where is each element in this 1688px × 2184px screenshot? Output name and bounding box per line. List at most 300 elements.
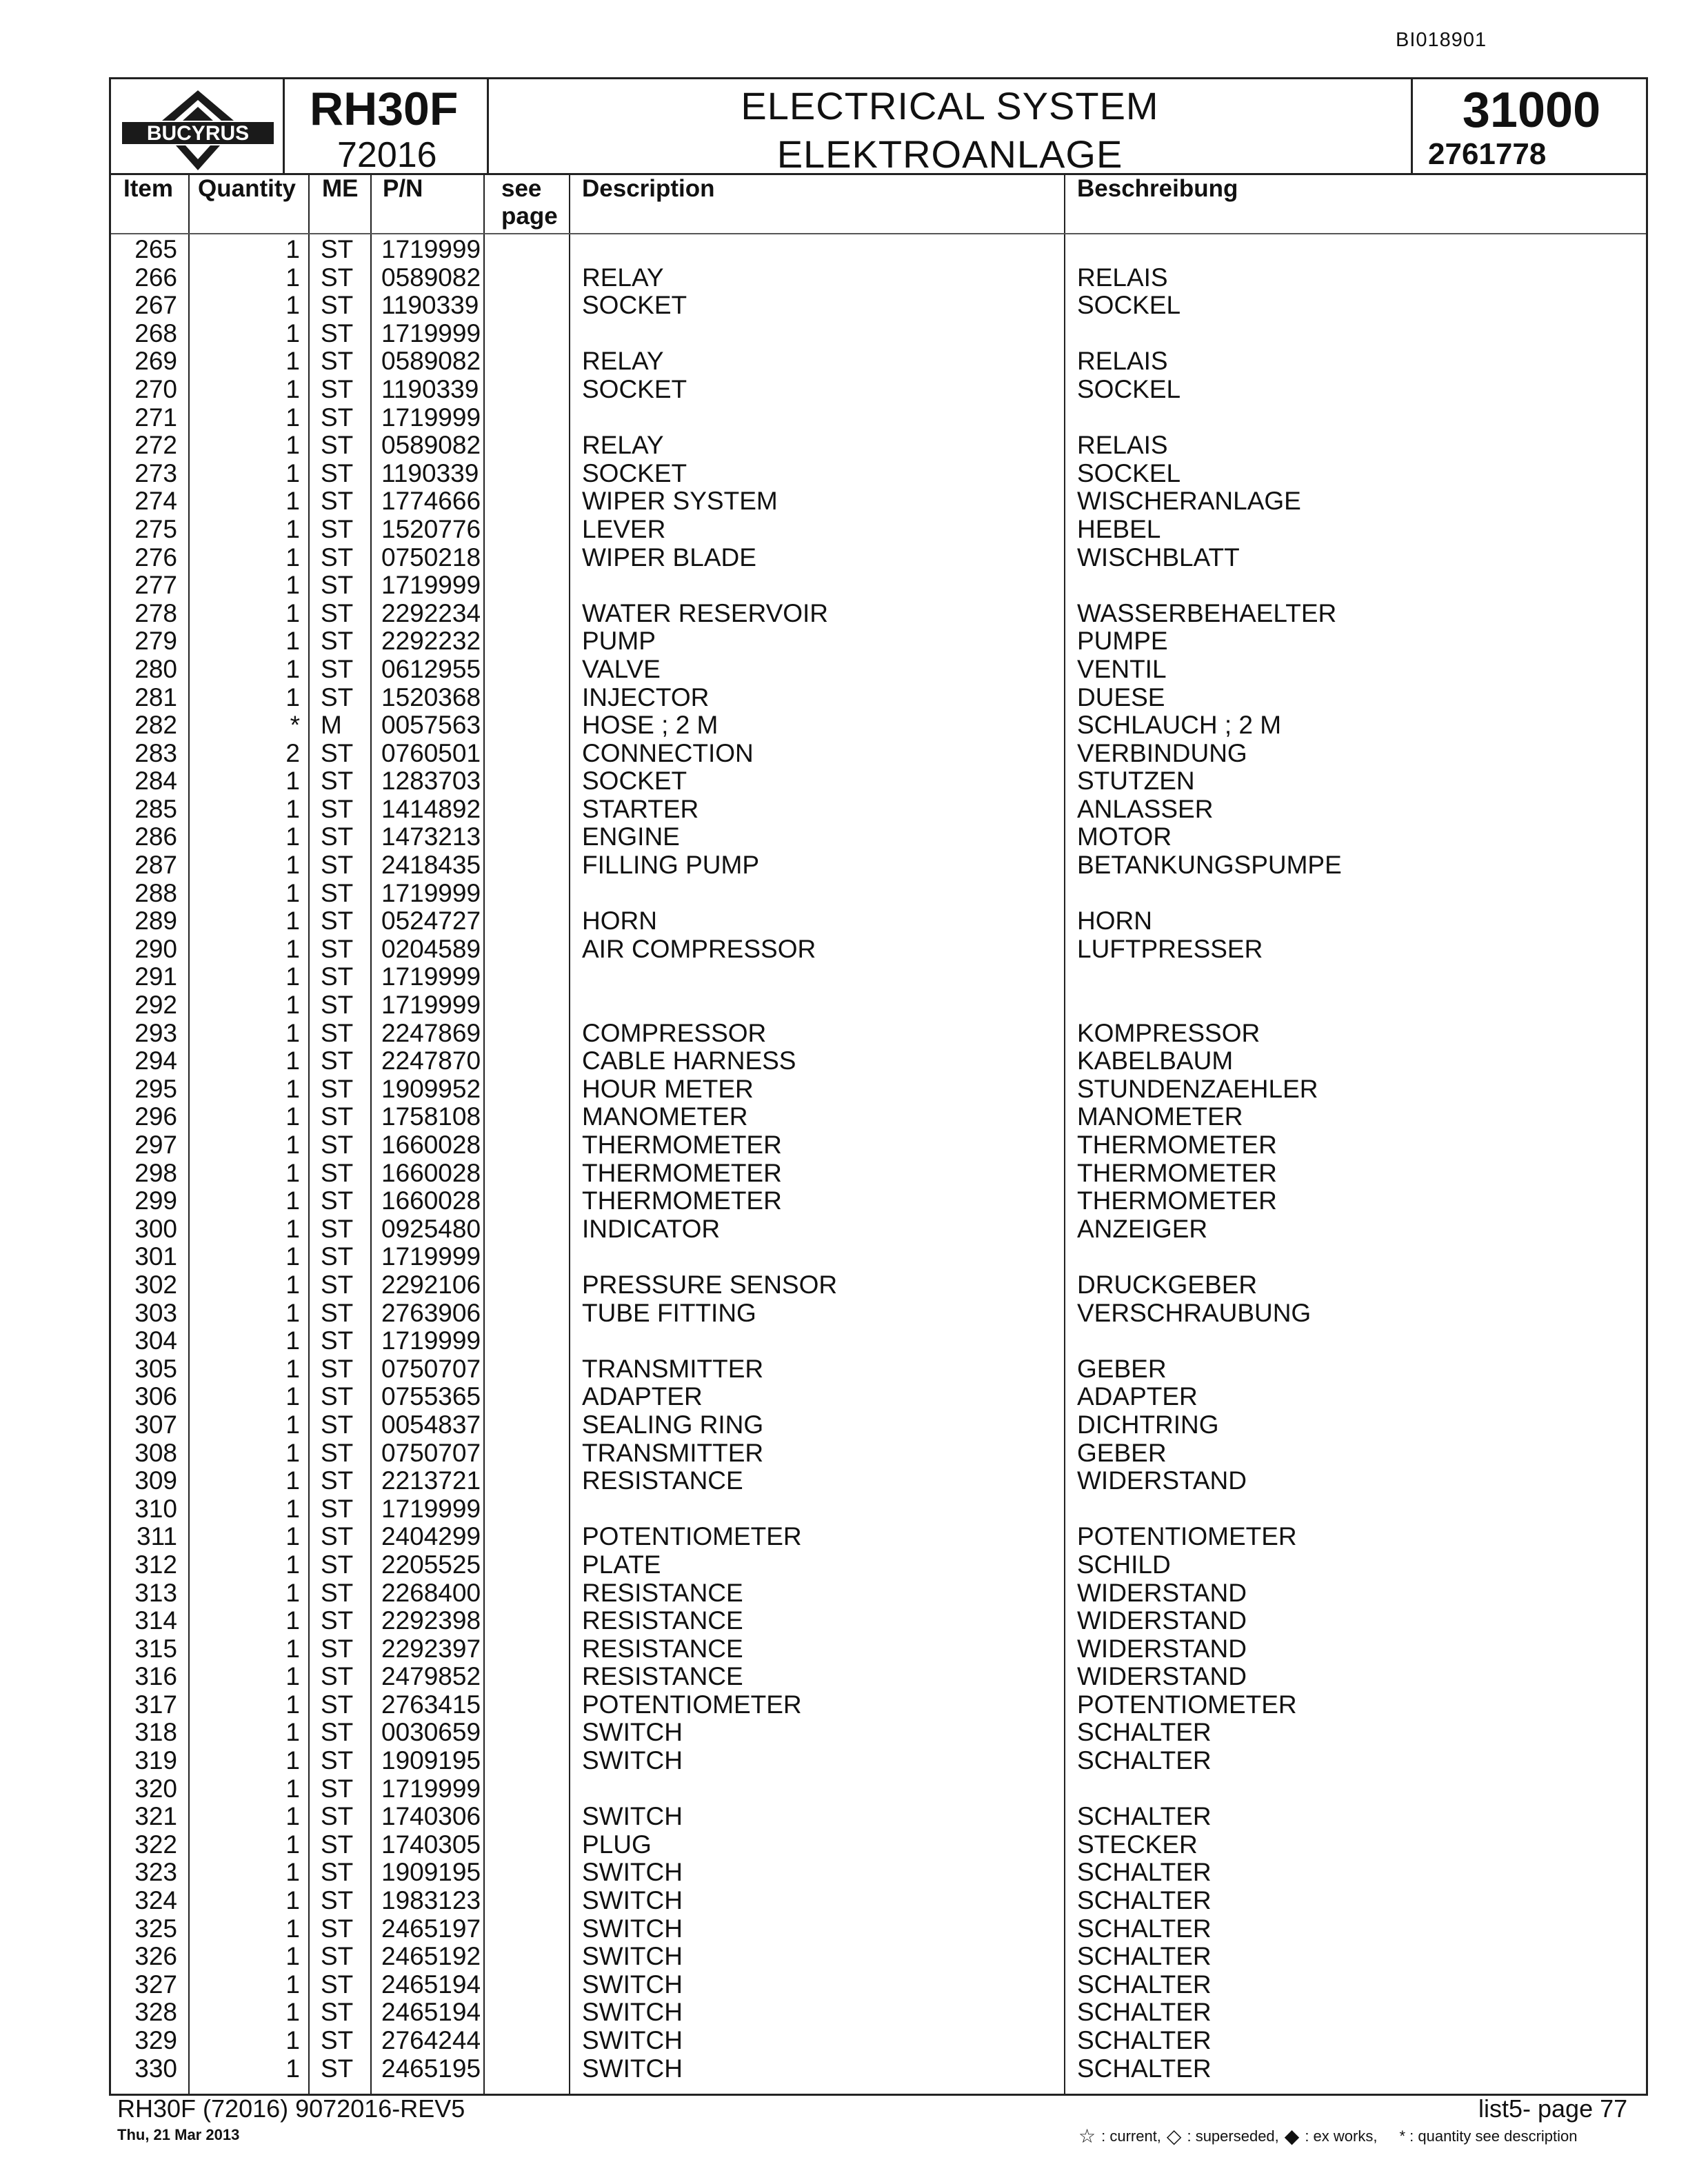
table-row: [111, 1327, 1646, 1355]
description-cell: TRANSMITTER: [582, 1438, 764, 1467]
me-cell: ST: [321, 1410, 354, 1439]
item-cell: 287: [134, 851, 177, 880]
item-cell: 310: [134, 1494, 177, 1523]
part-number-cell: 1719999: [381, 235, 481, 263]
part-number-cell: 1983123: [381, 1886, 481, 1915]
me-cell: ST: [321, 263, 354, 292]
me-cell: ST: [321, 682, 354, 711]
item-cell: 315: [134, 1634, 177, 1663]
me-cell: ST: [321, 822, 354, 851]
quantity-cell: 1: [285, 1606, 300, 1635]
item-cell: 277: [134, 571, 177, 600]
quantity-cell: 1: [285, 431, 300, 460]
me-cell: ST: [321, 627, 354, 656]
item-cell: 321: [134, 1802, 177, 1831]
item-cell: 313: [134, 1578, 177, 1607]
part-number-cell: 0925480: [381, 1214, 481, 1243]
beschreibung-cell: VERSCHRAUBUNG: [1077, 1298, 1312, 1327]
part-number-cell: 0589082: [381, 431, 481, 460]
beschreibung-cell: SOCKEL: [1077, 291, 1181, 320]
model-cell: [285, 79, 489, 173]
item-cell: 322: [134, 1830, 177, 1859]
quantity-cell: 1: [285, 1074, 300, 1103]
beschreibung-cell: STUNDENZAEHLER: [1077, 1074, 1318, 1103]
me-cell: ST: [321, 1942, 354, 1971]
part-number-cell: 2763415: [381, 1690, 481, 1719]
document-id: BI018901: [1396, 29, 1487, 51]
description-cell: RESISTANCE: [582, 1466, 743, 1495]
item-cell: 295: [134, 1074, 177, 1103]
quantity-cell: 1: [285, 654, 300, 683]
table-body: [111, 236, 1646, 2083]
quantity-cell: 1: [285, 1718, 300, 1747]
table-row: [111, 1663, 1646, 1691]
quantity-cell: 1: [285, 235, 300, 263]
part-number-cell: 0760501: [381, 738, 481, 767]
item-cell: 324: [134, 1886, 177, 1915]
item-cell: 273: [134, 458, 177, 487]
quantity-cell: 1: [285, 878, 300, 907]
description-cell: CABLE HARNESS: [582, 1046, 796, 1075]
item-cell: 280: [134, 654, 177, 683]
quantity-cell: 1: [285, 1774, 300, 1803]
item-cell: 305: [134, 1354, 177, 1383]
description-cell: POTENTIOMETER: [582, 1522, 802, 1551]
part-number-cell: 2465194: [381, 1970, 481, 1999]
quantity-cell: 1: [285, 1914, 300, 1943]
part-number-cell: 2292234: [381, 598, 481, 627]
quantity-cell: 1: [285, 1438, 300, 1467]
table-row: [111, 264, 1646, 292]
me-cell: ST: [321, 1746, 354, 1775]
quantity-cell: 1: [285, 822, 300, 851]
me-cell: ST: [321, 907, 354, 936]
item-cell: 328: [134, 1998, 177, 2027]
table-row: [111, 1943, 1646, 1971]
quantity-cell: 1: [285, 1886, 300, 1915]
table-row: [111, 1103, 1646, 1131]
beschreibung-cell: SCHALTER: [1077, 1998, 1212, 2027]
beschreibung-cell: ADAPTER: [1077, 1382, 1198, 1411]
beschreibung-cell: WIDERSTAND: [1077, 1662, 1247, 1691]
quantity-cell: 1: [285, 627, 300, 656]
legend-ex-works: : ex works,: [1305, 2127, 1378, 2145]
table-row: [111, 1271, 1646, 1300]
legend-quantity: * : quantity see description: [1399, 2127, 1578, 2145]
beschreibung-cell: RELAIS: [1077, 431, 1168, 460]
item-cell: 301: [134, 1242, 177, 1271]
table-row: [111, 1971, 1646, 1999]
beschreibung-cell: DRUCKGEBER: [1077, 1270, 1258, 1299]
me-cell: ST: [321, 458, 354, 487]
item-cell: 300: [134, 1214, 177, 1243]
me-cell: ST: [321, 1494, 354, 1523]
beschreibung-cell: VENTIL: [1077, 654, 1167, 683]
table-row: [111, 823, 1646, 851]
beschreibung-cell: WIDERSTAND: [1077, 1466, 1247, 1495]
me-cell: ST: [321, 851, 354, 880]
description-cell: TRANSMITTER: [582, 1354, 764, 1383]
table-row: [111, 1691, 1646, 1719]
quantity-cell: 1: [285, 682, 300, 711]
item-cell: 297: [134, 1131, 177, 1159]
beschreibung-cell: GEBER: [1077, 1438, 1167, 1467]
description-cell: SWITCH: [582, 1802, 683, 1831]
quantity-cell: 1: [285, 2054, 300, 2083]
beschreibung-cell: WIDERSTAND: [1077, 1634, 1247, 1663]
part-number-cell: 2292232: [381, 627, 481, 656]
table-row: [111, 1495, 1646, 1524]
me-cell: ST: [321, 2054, 354, 2083]
table-row: [111, 404, 1646, 432]
description-cell: PUMP: [582, 627, 656, 656]
column-header-description: Description: [582, 175, 715, 202]
part-number-cell: 2479852: [381, 1662, 481, 1691]
item-cell: 299: [134, 1186, 177, 1215]
table-row: [111, 656, 1646, 684]
item-cell: 281: [134, 682, 177, 711]
table-row: [111, 1719, 1646, 1747]
title-english: ELECTRICAL SYSTEM: [741, 84, 1159, 128]
beschreibung-cell: DICHTRING: [1077, 1410, 1219, 1439]
quantity-cell: 1: [285, 458, 300, 487]
part-number-cell: 1473213: [381, 822, 481, 851]
description-cell: INJECTOR: [582, 682, 710, 711]
description-cell: SOCKET: [582, 374, 687, 403]
table-row: [111, 627, 1646, 656]
part-number-cell: 2465194: [381, 1998, 481, 2027]
quantity-cell: 1: [285, 991, 300, 1020]
beschreibung-cell: MANOMETER: [1077, 1102, 1243, 1131]
document-number: 2761778: [1428, 137, 1547, 171]
beschreibung-cell: POTENTIOMETER: [1077, 1522, 1297, 1551]
table-row: [111, 1047, 1646, 1075]
item-cell: 325: [134, 1914, 177, 1943]
item-cell: 294: [134, 1046, 177, 1075]
me-cell: ST: [321, 767, 354, 796]
description-cell: THERMOMETER: [582, 1158, 782, 1187]
quantity-cell: 1: [285, 1858, 300, 1887]
item-cell: 326: [134, 1942, 177, 1971]
table-row: [111, 347, 1646, 376]
table-row: [111, 991, 1646, 1020]
me-cell: ST: [321, 1550, 354, 1579]
part-number-cell: 2292106: [381, 1270, 481, 1299]
quantity-cell: 1: [285, 1046, 300, 1075]
me-cell: ST: [321, 738, 354, 767]
part-number-cell: 2465197: [381, 1914, 481, 1943]
item-cell: 303: [134, 1298, 177, 1327]
me-cell: ST: [321, 1634, 354, 1663]
quantity-cell: 1: [285, 1018, 300, 1047]
part-number-cell: 1909195: [381, 1858, 481, 1887]
table-row: [111, 1551, 1646, 1579]
part-number-cell: 1719999: [381, 1494, 481, 1523]
me-cell: ST: [321, 991, 354, 1020]
part-number-cell: 1774666: [381, 487, 481, 516]
beschreibung-cell: SCHALTER: [1077, 1858, 1212, 1887]
table-row: [111, 1075, 1646, 1104]
beschreibung-cell: HEBEL: [1077, 514, 1161, 543]
table-row: [111, 963, 1646, 991]
quantity-cell: 2: [285, 738, 300, 767]
description-cell: SWITCH: [582, 1746, 683, 1775]
quantity-cell: 1: [285, 1382, 300, 1411]
me-cell: ST: [321, 1662, 354, 1691]
item-cell: 289: [134, 907, 177, 936]
quantity-cell: 1: [285, 1354, 300, 1383]
quantity-cell: 1: [285, 767, 300, 796]
table-row: [111, 1579, 1646, 1608]
table-row: [111, 907, 1646, 936]
item-cell: 265: [134, 235, 177, 263]
table-row: [111, 1243, 1646, 1271]
me-cell: ST: [321, 291, 354, 320]
me-cell: ST: [321, 1914, 354, 1943]
quantity-cell: 1: [285, 1578, 300, 1607]
me-cell: ST: [321, 878, 354, 907]
table-row: [111, 1215, 1646, 1244]
part-number-cell: 1719999: [381, 1326, 481, 1355]
beschreibung-cell: RELAIS: [1077, 347, 1168, 376]
part-number-cell: 1719999: [381, 571, 481, 600]
table-row: [111, 1160, 1646, 1188]
quantity-cell: 1: [285, 1634, 300, 1663]
svg-text:BUCYRUS: BUCYRUS: [146, 122, 250, 145]
quantity-cell: 1: [285, 1214, 300, 1243]
item-cell: 282: [134, 711, 177, 740]
beschreibung-cell: SCHALTER: [1077, 1746, 1212, 1775]
item-cell: 330: [134, 2054, 177, 2083]
beschreibung-cell: ANLASSER: [1077, 794, 1214, 823]
column-header-see-page: [501, 175, 558, 230]
part-number-cell: 1909195: [381, 1746, 481, 1775]
table-row: [111, 1411, 1646, 1439]
part-number-cell: 1719999: [381, 1242, 481, 1271]
title-german: ELEKTROANLAGE: [776, 132, 1123, 176]
description-cell: POTENTIOMETER: [582, 1690, 802, 1719]
item-cell: 318: [134, 1718, 177, 1747]
footer-legend: [1078, 2125, 1578, 2147]
beschreibung-cell: WIDERSTAND: [1077, 1578, 1247, 1607]
part-number-cell: 0750707: [381, 1438, 481, 1467]
quantity-cell: 1: [285, 1158, 300, 1187]
part-number-cell: 0057563: [381, 711, 481, 740]
star-outline-icon: ☆: [1078, 2125, 1096, 2147]
beschreibung-cell: SCHALTER: [1077, 1802, 1212, 1831]
me-cell: ST: [321, 1018, 354, 1047]
me-cell: ST: [321, 1214, 354, 1243]
part-number-cell: 1740305: [381, 1830, 481, 1859]
beschreibung-cell: SCHLAUCH ; 2 M: [1077, 711, 1282, 740]
item-cell: 285: [134, 794, 177, 823]
quantity-cell: 1: [285, 1131, 300, 1159]
item-cell: 269: [134, 347, 177, 376]
description-cell: SWITCH: [582, 1998, 683, 2027]
description-cell: SOCKET: [582, 458, 687, 487]
quantity-cell: 1: [285, 1242, 300, 1271]
beschreibung-cell: POTENTIOMETER: [1077, 1690, 1297, 1719]
description-cell: SEALING RING: [582, 1410, 764, 1439]
table-row: [111, 2055, 1646, 2083]
table-row: [111, 1887, 1646, 1915]
me-cell: ST: [321, 794, 354, 823]
quantity-cell: 1: [285, 1186, 300, 1215]
table-row: [111, 1131, 1646, 1160]
description-cell: SWITCH: [582, 1942, 683, 1971]
me-cell: ST: [321, 1438, 354, 1467]
column-header-quantity: Quantity: [198, 175, 296, 202]
me-cell: ST: [321, 1186, 354, 1215]
quantity-cell: 1: [285, 291, 300, 320]
beschreibung-cell: LUFTPRESSER: [1077, 934, 1263, 963]
me-cell: ST: [321, 1606, 354, 1635]
table-row: [111, 1635, 1646, 1664]
part-number-cell: 1660028: [381, 1186, 481, 1215]
item-cell: 323: [134, 1858, 177, 1887]
item-cell: 286: [134, 822, 177, 851]
quantity-cell: 1: [285, 1550, 300, 1579]
part-number-cell: 2465195: [381, 2054, 481, 2083]
description-cell: ENGINE: [582, 822, 680, 851]
column-header-item: Item: [123, 175, 173, 202]
me-cell: ST: [321, 1074, 354, 1103]
diamond-outline-icon: ◇: [1166, 2125, 1182, 2147]
part-number-cell: 1283703: [381, 767, 481, 796]
beschreibung-cell: STECKER: [1077, 1830, 1198, 1859]
me-cell: ST: [321, 403, 354, 432]
description-cell: SWITCH: [582, 1718, 683, 1747]
beschreibung-cell: KOMPRESSOR: [1077, 1018, 1260, 1047]
description-cell: RESISTANCE: [582, 1662, 743, 1691]
see-page-line-1: see: [501, 175, 542, 202]
quantity-cell: 1: [285, 598, 300, 627]
table-row: [111, 1775, 1646, 1803]
item-cell: 288: [134, 878, 177, 907]
quantity-cell: 1: [285, 374, 300, 403]
description-cell: HOSE ; 2 M: [582, 711, 719, 740]
me-cell: ST: [321, 962, 354, 991]
item-cell: 314: [134, 1606, 177, 1635]
quantity-cell: 1: [285, 1942, 300, 1971]
part-number-cell: 0750218: [381, 543, 481, 572]
description-cell: THERMOMETER: [582, 1131, 782, 1159]
description-cell: COMPRESSOR: [582, 1018, 767, 1047]
description-cell: CONNECTION: [582, 738, 754, 767]
group-number: 31000: [1462, 83, 1601, 138]
me-cell: ST: [321, 1774, 354, 1803]
part-number-cell: 2465192: [381, 1942, 481, 1971]
beschreibung-cell: SCHALTER: [1077, 1942, 1212, 1971]
part-number-cell: 1719999: [381, 962, 481, 991]
description-cell: RELAY: [582, 347, 664, 376]
title-cell: [489, 79, 1413, 176]
description-cell: RESISTANCE: [582, 1634, 743, 1663]
table-row: [111, 487, 1646, 516]
description-cell: SWITCH: [582, 2054, 683, 2083]
group-cell: [1413, 79, 1650, 173]
beschreibung-cell: VERBINDUNG: [1077, 738, 1247, 767]
table-row: [111, 376, 1646, 404]
table-row: [111, 1915, 1646, 1943]
legend-superseded: : superseded,: [1187, 2127, 1279, 2145]
item-cell: 291: [134, 962, 177, 991]
model-name: RH30F: [310, 83, 459, 135]
beschreibung-cell: WASSERBEHAELTER: [1077, 598, 1337, 627]
beschreibung-cell: SCHILD: [1077, 1550, 1171, 1579]
item-cell: 296: [134, 1102, 177, 1131]
me-cell: ST: [321, 654, 354, 683]
table-row: [111, 292, 1646, 320]
table-row: [111, 544, 1646, 572]
table-row: [111, 1607, 1646, 1635]
table-row: [111, 1383, 1646, 1411]
table-row: [111, 460, 1646, 488]
table-row: [111, 1859, 1646, 1887]
beschreibung-cell: PUMPE: [1077, 627, 1168, 656]
quantity-cell: 1: [285, 1662, 300, 1691]
quantity-cell: 1: [285, 1970, 300, 1999]
quantity-cell: 1: [285, 1830, 300, 1859]
quantity-cell: 1: [285, 571, 300, 600]
description-cell: SWITCH: [582, 1858, 683, 1887]
logo-cell: [111, 79, 285, 173]
item-cell: 267: [134, 291, 177, 320]
me-cell: ST: [321, 347, 354, 376]
description-cell: SOCKET: [582, 767, 687, 796]
table-row: [111, 1300, 1646, 1328]
part-number-cell: 1190339: [381, 291, 479, 320]
me-cell: ST: [321, 1830, 354, 1859]
quantity-cell: 1: [285, 514, 300, 543]
item-cell: 284: [134, 767, 177, 796]
me-cell: ST: [321, 431, 354, 460]
quantity-cell: *: [290, 711, 300, 740]
title-block: [109, 77, 1648, 175]
me-cell: ST: [321, 2026, 354, 2054]
part-number-cell: 1660028: [381, 1131, 481, 1159]
table-row: [111, 1187, 1646, 1215]
beschreibung-cell: ANZEIGER: [1077, 1214, 1208, 1243]
table-row: [111, 1467, 1646, 1495]
table-row: [111, 1523, 1646, 1551]
part-number-cell: 1909952: [381, 1074, 481, 1103]
quantity-cell: 1: [285, 1326, 300, 1355]
serial-number: 72016: [337, 135, 437, 175]
part-number-cell: 1719999: [381, 878, 481, 907]
quantity-cell: 1: [285, 1410, 300, 1439]
beschreibung-cell: MOTOR: [1077, 822, 1172, 851]
quantity-cell: 1: [285, 318, 300, 347]
me-cell: ST: [321, 1354, 354, 1383]
part-number-cell: 2418435: [381, 851, 481, 880]
me-cell: ST: [321, 1998, 354, 2027]
quantity-cell: 1: [285, 1746, 300, 1775]
me-cell: ST: [321, 1858, 354, 1887]
description-cell: PRESSURE SENSOR: [582, 1270, 838, 1299]
description-cell: WIPER BLADE: [582, 543, 756, 572]
beschreibung-cell: SOCKEL: [1077, 374, 1181, 403]
quantity-cell: 1: [285, 1802, 300, 1831]
quantity-cell: 1: [285, 851, 300, 880]
part-number-cell: 0750707: [381, 1354, 481, 1383]
bucyrus-logo: [121, 85, 275, 173]
description-cell: LEVER: [582, 514, 666, 543]
me-cell: M: [321, 711, 342, 740]
beschreibung-cell: DUESE: [1077, 682, 1165, 711]
table-row: [111, 1999, 1646, 2027]
description-cell: THERMOMETER: [582, 1186, 782, 1215]
